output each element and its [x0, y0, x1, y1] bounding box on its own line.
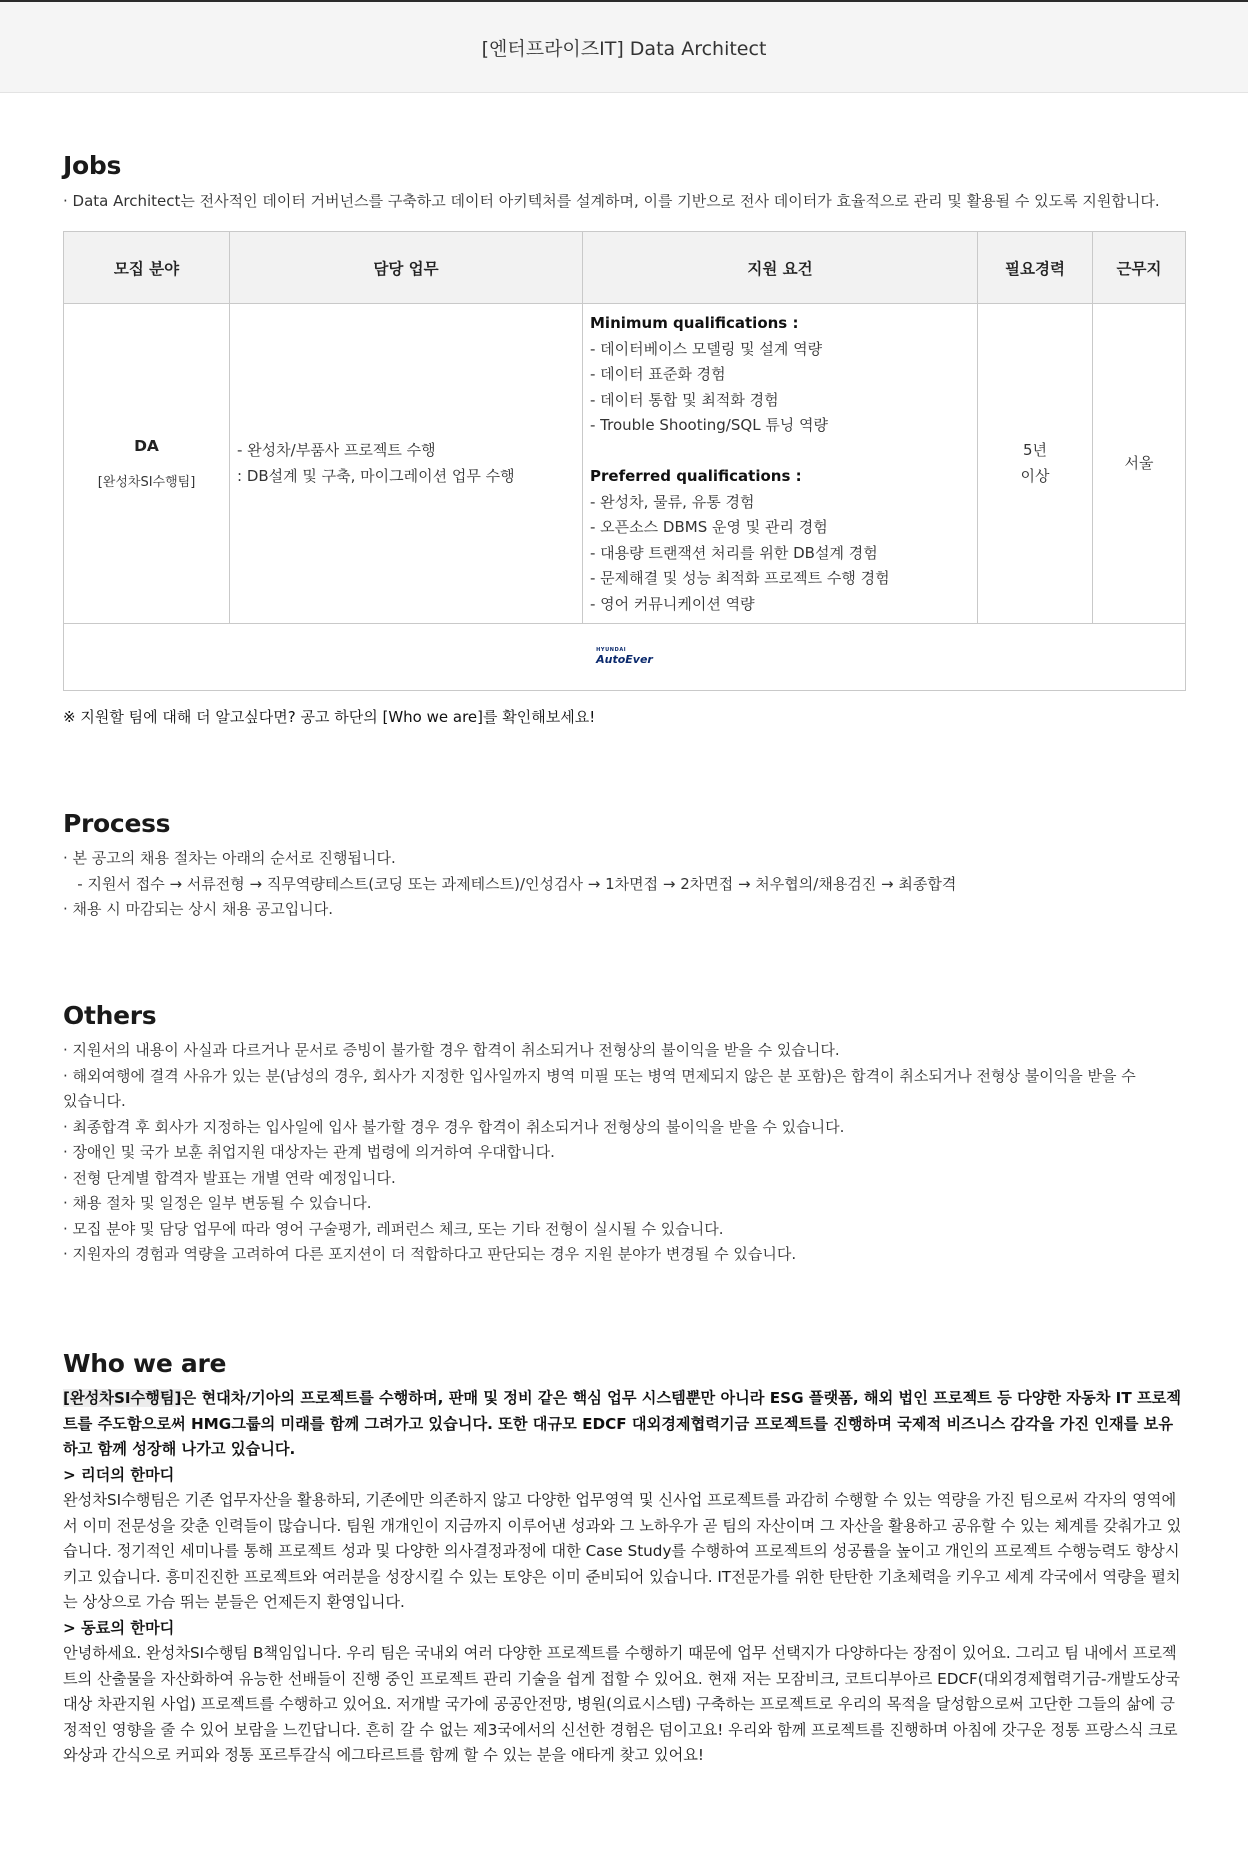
- process-line: - 지원서 접수 → 서류전형 → 직무역량테스트(코딩 또는 과제테스트)/인성검사 → 1차면접 → 2차면접 → 처우협의/채용검진 → 최종합격: [63, 874, 957, 893]
- others-line: · 지원자의 경험과 역량을 고려하여 다른 포지션이 더 적합하다고 판단되는 경우 지원 분야가 변경될 수 있습니다.: [63, 1245, 797, 1263]
- others-line: · 해외여행에 결격 사유가 있는 분(남성의 경우, 회사가 지정한 입사일까지 병역 미필 또는 병역 면제되지 않은 분 포함)은 합격이 취소되거나 전형상 불이익을 받을 수: [63, 1066, 1136, 1085]
- header-experience: 필요경력: [978, 232, 1093, 304]
- min-qualification-item: - 데이터베이스 모델링 및 설계 역량: [590, 339, 823, 358]
- team-note: ※ 지원할 팀에 대해 더 알고싶다면? 공고 하단의 [Who we are]를 확인해보세요!: [63, 708, 596, 726]
- logo-main-text: AutoEver: [596, 652, 653, 666]
- others-line: · 전형 단계별 합격자 발표는 개별 연락 예정입니다.: [63, 1168, 396, 1187]
- min-qualifications-title: Minimum qualifications :: [590, 314, 799, 332]
- team-tag: [완성차SI수행팀]: [63, 1389, 182, 1407]
- process-heading: Process: [63, 809, 171, 838]
- table-row: [64, 304, 1186, 624]
- logo-cell: [64, 624, 1186, 691]
- preferred-qualification-item: - 영어 커뮤니케이션 역량: [590, 594, 755, 613]
- process-list: [63, 846, 956, 923]
- location-cell: 서울: [1093, 304, 1186, 624]
- duty-item: : DB설계 및 구축, 마이그레이션 업무 수행: [237, 466, 515, 485]
- category-name: DA: [134, 437, 159, 455]
- others-line: · 모집 분야 및 담당 업무에 따라 영어 구술평가, 레퍼런스 체크, 또는 기타 전형이 실시될 수 있습니다.: [63, 1219, 724, 1238]
- peer-title: > 동료의 한마디: [63, 1618, 175, 1637]
- jobs-table-header-row: [64, 232, 1186, 304]
- requirements-cell: [583, 304, 978, 624]
- page-title: [엔터프라이즈IT] Data Architect: [481, 37, 767, 60]
- preferred-qualification-item: - 문제해결 및 성능 최적화 프로젝트 수행 경험: [590, 569, 890, 587]
- jobs-intro: · Data Architect는 전사적인 데이터 거버넌스를 구축하고 데이터 아키텍처를 설계하며, 이를 기반으로 전사 데이터가 효율적으로 관리 및 활용될 수 있도록 지원합니다.: [63, 192, 1160, 210]
- experience-cell: [978, 304, 1093, 624]
- experience-qualifier: 이상: [1020, 466, 1050, 485]
- peer-text: 안녕하세요. 완성차SI수행팀 B책임입니다. 우리 팀은 국내외 여러 다양한 프로젝트를 수행하기 때문에 업무 선택지가 다양하다는 장점이 있어요. 그리고 팀 내에서 프로젝트의 산출물을 자산화하여 유능한 선배들이 진행 중인 프로젝트 관리 기술을 쉽게 접할 수 있어요. 현재 저는 모잠비크, 코트디부아르 EDCF(대외경제협력기금-개발도상국 대상 차관지원 사업) 프로젝트를 수행하고 있어요. 저개발 국가에 공공안전망, 병원(의료시스템) 구축하는 프로젝트로 우리의 목적을 달성함으로써 고단한 그들의 삶에 긍정적인 영향을 줄 수 있어 보람을 느낀답니다. 흔히 갈 수 없는 제3국에서의 신선한 경험은 덤이고요! 우리와 함께 프로젝트를 진행하며 아침에 갓구운 정통 프랑스식 크로와상과 간식으로 커피와 정통 포르투갈식 에그타르트를 함께 할 수 있는 분을 애타게 찾고 있어요!: [63, 1644, 1180, 1764]
- logo-small-text: HYUNDAI: [596, 646, 627, 653]
- hyundai-autoever-logo: [596, 648, 653, 665]
- others-list: [63, 1038, 1136, 1268]
- others-heading: Others: [63, 1001, 157, 1030]
- others-line: · 채용 절차 및 일정은 일부 변동될 수 있습니다.: [63, 1194, 372, 1212]
- who-heading: Who we are: [63, 1349, 227, 1378]
- duties-cell: [230, 304, 583, 624]
- header-duties: 담당 업무: [230, 232, 583, 304]
- others-line: · 지원서의 내용이 사실과 다르거나 문서로 증빙이 불가할 경우 합격이 취소되거나 전형상의 불이익을 받을 수 있습니다.: [63, 1041, 840, 1059]
- others-line: · 최종합격 후 회사가 지정하는 입사일에 입사 불가할 경우 경우 합격이 취소되거나 전형상의 불이익을 받을 수 있습니다.: [63, 1117, 845, 1136]
- logo-row: [64, 624, 1186, 691]
- preferred-qualification-item: - 대용량 트랜잭션 처리를 위한 DB설계 경험: [590, 543, 878, 562]
- page-header: [0, 2, 1248, 93]
- who-section: [63, 1386, 1185, 1769]
- header-requirements: 지원 요건: [583, 232, 978, 304]
- header-category: 모집 분야: [64, 232, 230, 304]
- who-intro: [63, 1386, 1185, 1463]
- category-cell: [64, 304, 230, 624]
- leader-text: 완성차SI수행팀은 기존 업무자산을 활용하되, 기존에만 의존하지 않고 다양한 업무영역 및 신사업 프로젝트를 과감히 수행할 수 있는 역량을 가진 팀으로써 각자의 영역에서 이미 전문성을 갖춘 인력들이 많습니다. 팀원 개개인이 지금까지 이루어낸 성과와 그 노하우가 곧 팀의 자산이며 그 자산을 활용하고 공유할 수 있는 체계를 갖춰가고 있습니다. 정기적인 세미나를 통해 프로젝트 성과 및 다양한 의사결정과정에 대한 Case Study를 수행하여 프로젝트의 성공률을 높이고 개인의 프로젝트 수행능력도 향상시키고 있습니다. 흥미진진한 프로젝트와 여러분을 성장시킬 수 있는 토양은 이미 준비되어 있습니다. IT전문가를 위한 탄탄한 기초체력을 키우고 세계 각국에서 역량을 펼치는 상상으로 가슴 뛰는 분들은 언제든지 환영입니다.: [63, 1491, 1182, 1611]
- others-line: · 장애인 및 국가 보훈 취업지원 대상자는 관계 법령에 의거하여 우대합니다.: [63, 1143, 555, 1161]
- spacer: [590, 439, 970, 465]
- duty-item: - 완성차/부품사 프로젝트 수행: [237, 441, 436, 459]
- who-intro-text: 은 현대차/기아의 프로젝트를 수행하며, 판매 및 정비 같은 핵심 업무 시스템뿐만 아니라 ESG 플랫폼, 해외 법인 프로젝트 등 다양한 자동차 IT 프로젝트를 주도함으로써 HMG그룹의 미래를 함께 그려가고 있습니다. 또한 대규모 EDCF 대외경제협력기금 프로젝트를 진행하며 국제적 비즈니스 감각을 가진 인재를 보유하고 함께 성장해 나가고 있습니다.: [63, 1389, 1181, 1458]
- preferred-qualification-item: - 오픈소스 DBMS 운영 및 관리 경험: [590, 518, 828, 536]
- leader-title: > 리더의 한마디: [63, 1465, 175, 1484]
- jobs-table: [63, 231, 1186, 691]
- experience-years: 5년: [1022, 441, 1048, 459]
- jobs-heading: Jobs: [63, 151, 122, 180]
- min-qualification-item: - 데이터 통합 및 최적화 경험: [590, 390, 779, 409]
- team-name: [완성차SI수행팀]: [97, 475, 196, 490]
- process-line: · 채용 시 마감되는 상시 채용 공고입니다.: [63, 900, 333, 918]
- header-location: 근무지: [1093, 232, 1186, 304]
- min-qualification-item: - Trouble Shooting/SQL 튜닝 역량: [590, 416, 829, 434]
- min-qualification-item: - 데이터 표준화 경험: [590, 365, 726, 383]
- preferred-qualifications-title: Preferred qualifications :: [590, 467, 802, 485]
- others-line: 있습니다.: [63, 1092, 126, 1110]
- process-line: · 본 공고의 채용 절차는 아래의 순서로 진행됩니다.: [63, 849, 396, 867]
- preferred-qualification-item: - 완성차, 물류, 유통 경험: [590, 492, 755, 511]
